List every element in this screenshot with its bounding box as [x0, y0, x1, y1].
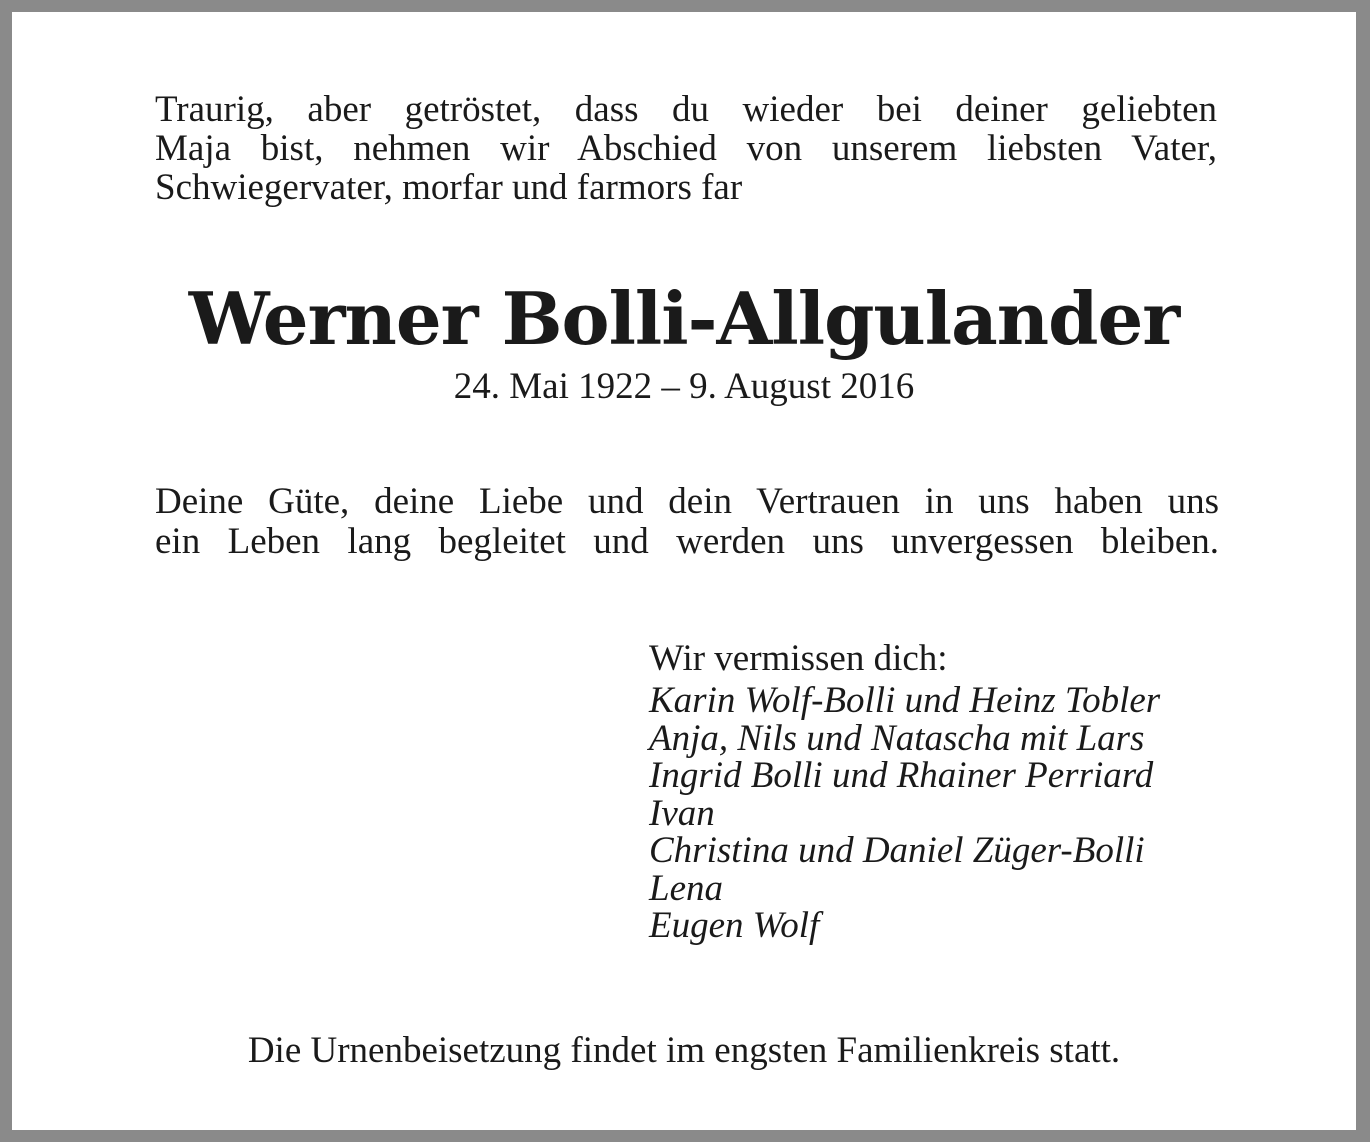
deceased-name: Werner Bolli-Allgulander: [188, 276, 1180, 361]
mourner-entry: Christina und Daniel Züger-Bolli: [649, 830, 1145, 871]
memorial-quote: [155, 482, 1219, 562]
intro-line: Maja bist, nehmen wir Abschied von unserem liebsten Vater,: [155, 128, 1217, 169]
intro-line: Traurig, aber getröstet, dass du wieder bei deiner geliebten: [155, 89, 1217, 130]
mourner-entry: Lena: [649, 867, 723, 909]
mourner-entry: Ingrid Bolli und Rhainer Perriard: [649, 755, 1154, 796]
obituary-notice: [12, 12, 1356, 1130]
mourners-heading: Wir vermissen dich:: [649, 638, 948, 679]
intro-line: Schwiegervater, morfar und farmors far: [155, 167, 743, 208]
burial-note: Die Urnenbeisetzung findet im engsten Familienkreis statt.: [247, 1030, 1121, 1071]
mourner-entry: Karin Wolf-Bolli und Heinz Tobler: [649, 680, 1161, 721]
mourner-entry: Eugen Wolf: [649, 905, 820, 946]
mourner-entry: Ivan: [649, 792, 715, 834]
mourner-entry: Anja, Nils und Natascha mit Lars: [649, 717, 1145, 759]
mourners-list: [649, 682, 1289, 945]
intro-paragraph: [155, 90, 1217, 207]
quote-line: Deine Güte, deine Liebe und dein Vertrauen in uns haben uns: [155, 481, 1219, 522]
life-dates: 24. Mai 1922 – 9. August 2016: [453, 366, 915, 407]
quote-line: ein Leben lang begleitet und werden uns unvergessen bleiben.: [155, 521, 1219, 562]
